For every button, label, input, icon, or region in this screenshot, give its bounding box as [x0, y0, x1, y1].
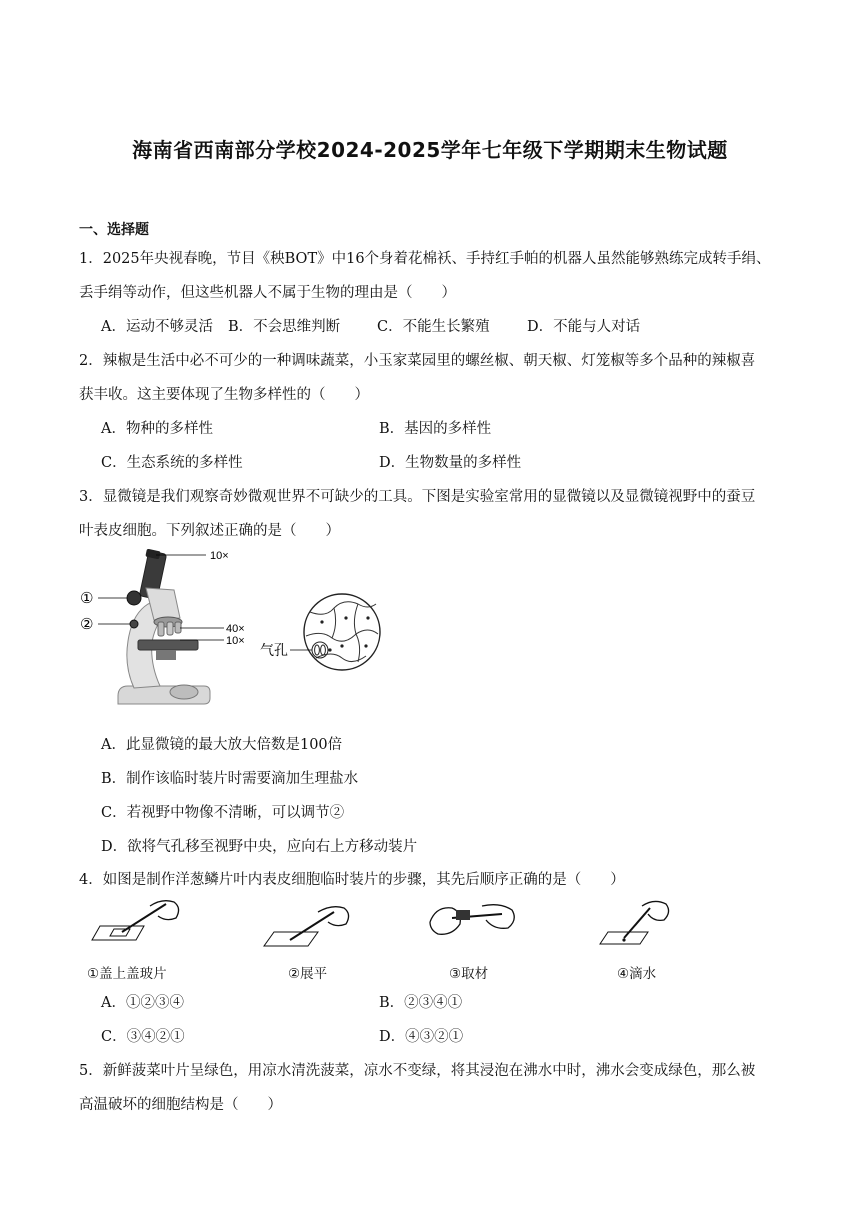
step-3-label: ③取材 — [449, 966, 489, 982]
q3-option-d: D．欲将气孔移至视野中央，应向右上方移动装片 — [101, 839, 418, 855]
q4-stem-line1: 4．如图是制作洋葱鳞片叶内表皮细胞临时装片的步骤，其先后顺序正确的是（ ） — [79, 872, 625, 888]
q3-option-b: B．制作该临时装片时需要滴加生理盐水 — [101, 771, 359, 787]
q5-stem-line1: 5．新鲜菠菜叶片呈绿色，用凉水清洗菠菜，凉水不变绿，将其浸泡在沸水中时，沸水会变成绿色，那么被 — [79, 1063, 756, 1079]
q2-option-b: B．基因的多样性 — [379, 421, 492, 437]
q1-option-b: B．不会思维判断 — [228, 319, 341, 335]
q1-stem-line2: 丢手绢等动作，但这些机器人不属于生物的理由是（ ） — [79, 285, 456, 301]
q5-stem-line2: 高温破坏的细胞结构是（ ） — [79, 1097, 282, 1113]
step-2-label: ②展平 — [288, 966, 328, 982]
label-part-2: ② — [80, 615, 94, 633]
label-eyepiece: 10× — [210, 550, 229, 562]
label-objective-high: 40× — [226, 623, 245, 635]
q2-stem-line2: 获丰收。这主要体现了生物多样性的（ ） — [79, 387, 369, 403]
q1-option-c: C．不能生长繁殖 — [377, 319, 490, 335]
q3-stem-line1: 3．显微镜是我们观察奇妙微观世界不可缺少的工具。下图是实验室常用的显微镜以及显微镜视野中的蚕豆 — [79, 489, 756, 505]
step-3-figure — [422, 896, 522, 954]
q1-option-d: D．不能与人对话 — [527, 319, 641, 335]
label-stoma: 气孔 — [260, 643, 288, 659]
exam-title: 海南省西南部分学校2024-2025学年七年级下学期期末生物试题 — [132, 138, 728, 162]
q4-option-a: A．①②③④ — [101, 995, 184, 1011]
q4-option-d: D．④③②① — [379, 1029, 464, 1045]
q3-option-a: A．此显微镜的最大放大倍数是100倍 — [101, 737, 343, 753]
step-4-figure — [596, 896, 676, 954]
q3-option-c: C．若视野中物像不清晰，可以调节② — [101, 805, 345, 821]
q4-option-b: B．②③④① — [379, 995, 463, 1011]
q2-option-d: D．生物数量的多样性 — [379, 455, 522, 471]
microscope-figure — [76, 546, 396, 718]
label-part-1: ① — [80, 589, 94, 607]
q3-stem-line2: 叶表皮细胞。下列叙述正确的是（ ） — [79, 523, 340, 539]
step-1-figure — [88, 896, 188, 954]
step-1-label: ①盖上盖玻片 — [87, 966, 167, 982]
q2-stem-line1: 2．辣椒是生活中必不可少的一种调味蔬菜，小玉家菜园里的螺丝椒、朝天椒、灯笼椒等多个品种的辣椒喜 — [79, 353, 756, 369]
step-4-label: ④滴水 — [617, 966, 657, 982]
label-objective-low: 10× — [226, 635, 245, 647]
q1-option-a: A．运动不够灵活 — [101, 319, 213, 335]
section-heading: 一、选择题 — [79, 222, 149, 238]
q1-stem-line1: 1．2025年央视春晚，节目《秧BOT》中16个身着花棉袄、手持红手帕的机器人虽然能够熟练完成转手绢、 — [79, 251, 771, 267]
step-2-figure — [260, 900, 360, 956]
q2-option-c: C．生态系统的多样性 — [101, 455, 243, 471]
q4-option-c: C．③④②① — [101, 1029, 185, 1045]
q2-option-a: A．物种的多样性 — [101, 421, 213, 437]
